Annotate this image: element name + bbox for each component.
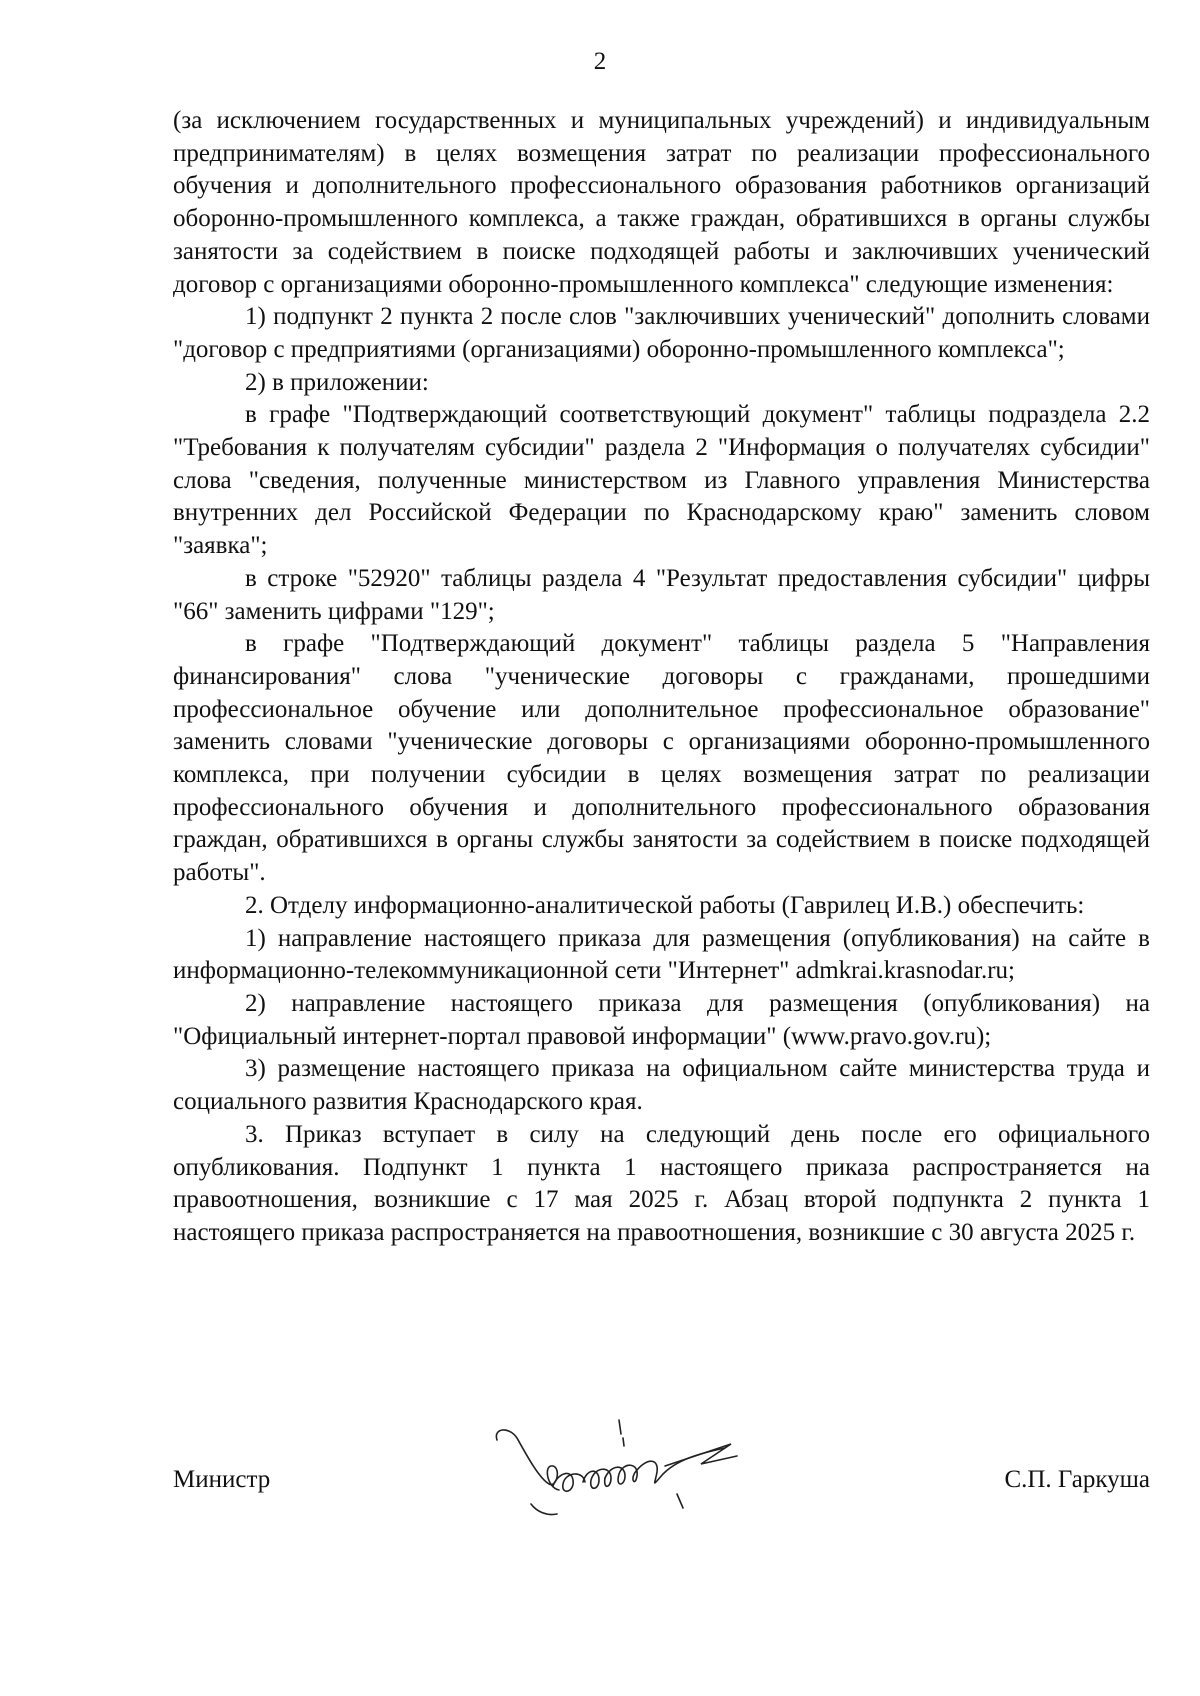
signatory-position: Министр bbox=[173, 1466, 271, 1493]
paragraph-clause-2-3: 3) размещение настоящего приказа на официальном сайте министерства труда и социального развития Краснодарского края. bbox=[173, 1055, 1150, 1116]
paragraph-clause-2-1: 1) направление настоящего приказа для размещения (опубликования) на сайте в информационно-телекоммуникационной сети "Интернет" admkrai.krasnodar.ru; bbox=[173, 924, 1150, 985]
paragraph-change-2-2: в графе "Подтверждающий соответствующий документ" таблицы подраздела 2.2 "Требования к получателям субсидии" раздела 2 "Информация о получателях субсидии" слова "сведения, полученные министерством из Главного управления Министерства внутренних дел Российской Федерации по Краснодарскому краю" заменить словом "заявка"; bbox=[173, 401, 1150, 560]
paragraph-clause-3: 3. Приказ вступает в силу на следующий день после его официального опубликования. Подпункт 1 пункта 1 настоящего приказа распространяется на правоотношения, возникшие с 17 мая 2025 г. Абзац второй подпункта 2 пункта 1 настоящего приказа распространяется на правоотношения, возникшие с 30 августа 2025 г. bbox=[173, 1120, 1150, 1246]
signature-row bbox=[173, 1464, 1150, 1504]
document-body bbox=[173, 105, 1150, 1250]
paragraph-item-2: 2) в приложении: bbox=[245, 368, 429, 396]
paragraph-clause-2-2: 2) направление настоящего приказа для размещения (опубликования) на "Официальный интернет-портал правовой информации" (www.pravo.gov.ru); bbox=[173, 989, 1150, 1050]
signatory-name: С.П. Гаркуша bbox=[1004, 1466, 1150, 1493]
page-number: 2 bbox=[593, 48, 607, 75]
paragraph-clause-2: 2. Отделу информационно-аналитической работы (Гаврилец И.В.) обеспечить: bbox=[245, 891, 1085, 919]
paragraph-item-1: 1) подпункт 2 пункта 2 после слов "заключивших ученический" дополнить словами "договор с предприятиями (организациями) оборонно-промышленного комплекса"; bbox=[173, 303, 1150, 363]
paragraph-intro: (за исключением государственных и муниципальных учреждений) и индивидуальным предпринимателям) в целях возмещения затрат по реализации профессионального обучения и дополнительного профессионального образования работников организаций оборонно-промышленного комплекса, а также граждан, обратившихся в органы службы занятости за содействием в поиске подходящей работы и заключивших ученический договор с организациями оборонно-промышленного комплекса" следующие изменения: bbox=[173, 107, 1150, 298]
paragraph-change-section-4: в строке "52920" таблицы раздела 4 "Результат предоставления субсидии" цифры "66" заменить цифрами "129"; bbox=[173, 564, 1150, 625]
paragraph-change-section-5: в графе "Подтверждающий документ" таблицы раздела 5 "Направления финансирования" слова "ученические договоры с гражданами, прошедшими профессиональное обучение или дополнительное профессиональное образование" заменить словами "ученические договоры с организациями оборонно-промышленного комплекса, при получении субсидии в целях возмещения затрат по реализации профессионального обучения и дополнительного профессионального образования граждан, обратившихся в органы службы занятости за содействием в поиске подходящей работы". bbox=[173, 630, 1150, 887]
